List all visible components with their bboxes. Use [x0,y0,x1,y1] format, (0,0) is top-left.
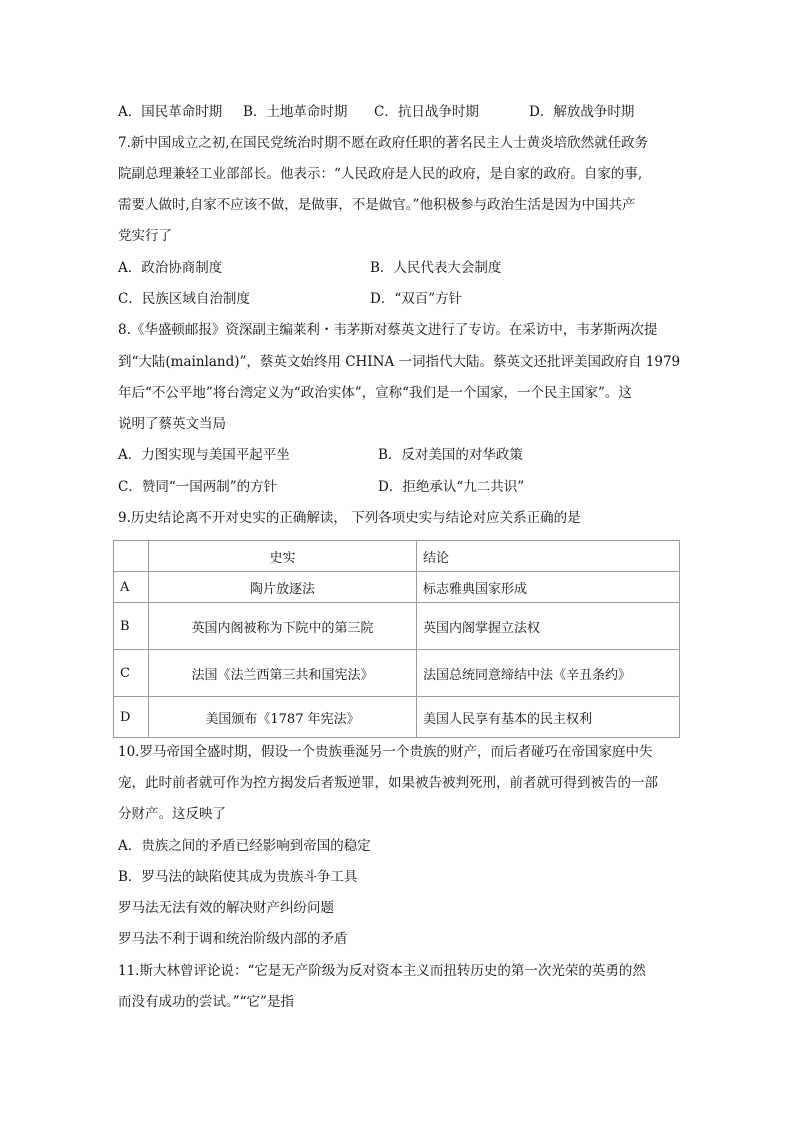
q9-row-label: C [114,650,149,697]
q10-option-d: 罗马法不利于调和统治阶级内部的矛盾 [118,931,348,947]
q8-option-c: C．赞同“一国两制”的方针 [118,479,278,495]
q7-option-a: A．政治协商制度 [118,260,223,276]
q9-row-label: A [114,572,149,603]
q7-stem-line-3: 需要人做时,自家不应该不做，是做事，不是做官。”他积极参与政治生活是因为中国共产 [118,197,636,213]
q9-row-fact: 陶片放逐法 [149,572,417,603]
q9-header-fact: 史实 [149,541,417,572]
q7-options-row-1 [118,258,678,278]
q9-row-fact: 英国内阁被称为下院中的第三院 [149,603,417,650]
q8-stem-line-1: 8.《华盛顿邮报》资深副主编莱利・韦茅斯对蔡英文进行了专访。在采访中，韦茅斯两次提 [118,322,658,338]
q8-option-a: A．力图实现与美国平起平坐 [118,447,290,463]
q9-row-c [114,650,680,697]
q11-stem-line-2: 而没有成功的尝试。”“它”是指 [118,994,294,1010]
q6-option-a: A．国民革命时期 [118,104,223,120]
q7-stem-line-2: 院副总理兼轻工业部部长。他表示：“人民政府是人民的政府，是自家的政府。自家的事, [118,166,643,182]
q9-row-conclusion: 英国内阁掌握立法权 [417,603,680,650]
q9-row-a [114,572,680,603]
q10-option-a: A．贵族之间的矛盾已经影响到帝国的稳定 [118,838,371,854]
q8-options-row-2 [118,477,678,497]
q9-row-fact: 法国《法兰西第三共和国宪法》 [149,650,417,697]
q8-stem-line-3: 年后“不公平地”将台湾定义为“政治实体”，宣称“我们是一个国家，一个民主国家”。这 [118,385,632,401]
q10-option-c: 罗马法无法有效的解决财产纠纷问题 [118,900,334,916]
q7-stem-line-1: 7.新中国成立之初,在国民党统治时期不愿在政府任职的著名民主人士黄炎培欣然就任政务 [118,135,649,151]
q9-row-label: D [114,697,149,738]
q8-option-b: B．反对美国的对华政策 [378,447,523,463]
q9-row-conclusion: 美国人民享有基本的民主权利 [417,697,680,738]
q10-option-b: B．罗马法的缺陷使其成为贵族斗争工具 [118,869,358,885]
q9-table-header [114,541,680,572]
q8-stem-line-4: 说明了蔡英文当局 [118,416,226,432]
q9-header-label [114,541,149,572]
q9-stem: 9.历史结论离不开对史实的正确解读， 下列各项史实与结论对应关系正确的是 [118,510,581,526]
q6-options [118,102,678,122]
q6-option-d: D．解放战争时期 [529,104,635,120]
q9-row-conclusion: 法国总统同意缔结中法《辛丑条约》 [417,650,680,697]
q10-stem-line-1: 10.罗马帝国全盛时期，假设一个贵族垂涎另一个贵族的财产，而后者碰巧在帝国家庭中失 [118,744,653,760]
q10-stem-line-2: 宠，此时前者就可作为控方揭发后者叛逆罪，如果被告被判死刑，前者就可得到被告的一部 [118,775,658,791]
q9-row-d [114,697,680,738]
q8-option-d: D．拒绝承认“九二共识” [378,479,525,495]
q7-options-row-2 [118,289,678,309]
q9-row-fact: 美国颁布《1787 年宪法》 [149,697,417,738]
q11-stem-line-1: 11.斯大林曾评论说：“它是无产阶级为反对资本主义而扭转历史的第一次光荣的英勇的然 [118,963,646,979]
q8-stem-line-2: 到“大陆(mainland)”，蔡英文始终用 CHINA 一词指代大陆。蔡英文还批评美国政府自 1979 [118,354,681,370]
q9-row-label: B [114,603,149,650]
q7-stem-line-4: 党实行了 [118,228,172,244]
q8-options-row-1 [118,445,678,465]
q9-table [113,540,680,738]
q7-option-d: D．“双百”方针 [370,291,463,307]
q9-row-conclusion: 标志雅典国家形成 [417,572,680,603]
q6-option-c: C．抗日战争时期 [374,104,479,120]
q10-stem-line-3: 分财产。这反映了 [118,806,226,822]
q7-option-c: C．民族区域自治制度 [118,291,250,307]
q6-option-b: B．土地革命时期 [243,104,348,120]
q7-option-b: B．人民代表大会制度 [370,260,502,276]
q9-row-b [114,603,680,650]
q9-header-conclusion: 结论 [417,541,680,572]
